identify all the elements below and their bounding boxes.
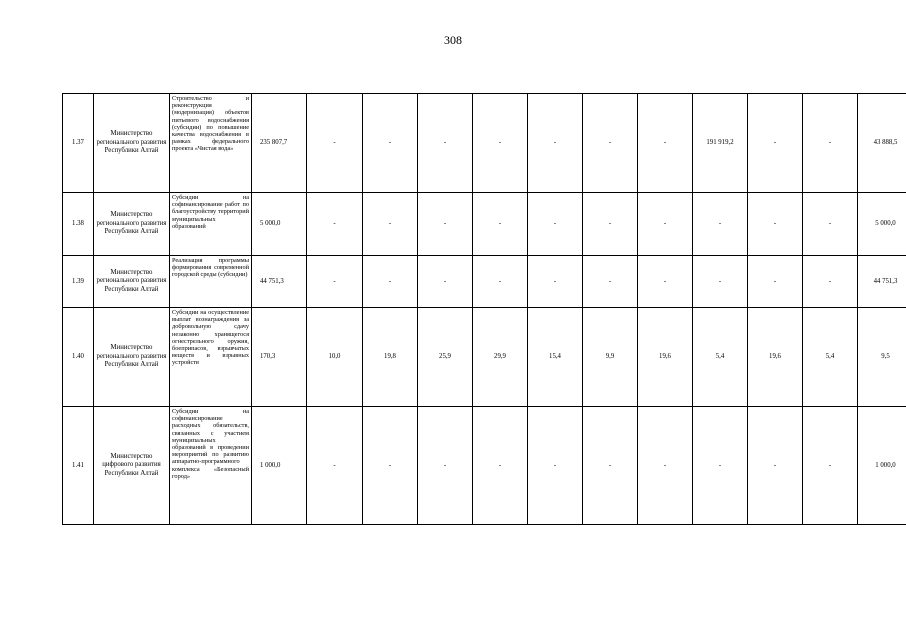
- value-cell: -: [803, 94, 858, 193]
- value-cell: -: [748, 193, 803, 256]
- total-cell: 5 000,0: [252, 193, 307, 256]
- description-cell: Субсидии на софинансирование работ по благоустройству территорий муниципальных образований: [170, 193, 252, 256]
- value-cell: -: [693, 407, 748, 525]
- value-cell: -: [528, 94, 583, 193]
- value-cell: -: [748, 256, 803, 308]
- value-cell: -: [583, 256, 638, 308]
- value-cell: -: [803, 256, 858, 308]
- value-cell: -: [583, 94, 638, 193]
- value-cell: 19,8: [363, 308, 418, 407]
- value-cell: 1 000,0: [858, 407, 906, 525]
- budget-table: [62, 93, 906, 525]
- value-cell: -: [307, 193, 363, 256]
- value-cell: 5 000,0: [858, 193, 906, 256]
- value-cell: -: [307, 94, 363, 193]
- value-cell: -: [583, 407, 638, 525]
- description-cell: Субсидии на осуществление выплат вознаграждения за добровольную сдачу незаконно хранящегося огнестрельного оружия, боеприпасов, взрывчатых веществ и взрывных устройств: [170, 308, 252, 407]
- value-cell: -: [418, 94, 473, 193]
- value-cell: -: [748, 407, 803, 525]
- table-row: [63, 407, 906, 525]
- value-cell: -: [693, 193, 748, 256]
- row-number: 1.39: [63, 256, 94, 308]
- value-cell: 44 751,3: [858, 256, 906, 308]
- value-cell: 9,9: [583, 308, 638, 407]
- value-cell: 191 919,2: [693, 94, 748, 193]
- ministry-cell: Министерство регионального развития Республики Алтай: [94, 94, 170, 193]
- value-cell: 19,6: [748, 308, 803, 407]
- value-cell: -: [418, 193, 473, 256]
- value-cell: -: [307, 407, 363, 525]
- value-cell: 10,0: [307, 308, 363, 407]
- value-cell: 29,9: [473, 308, 528, 407]
- value-cell: -: [638, 94, 693, 193]
- value-cell: -: [363, 256, 418, 308]
- value-cell: -: [638, 193, 693, 256]
- description-cell: Строительство и реконструкция (модернизация) объектов питьевого водоснабжения (субсидии) по повышение качества водоснабжения в рамках федерального проекта «Чистая вода»: [170, 94, 252, 193]
- value-cell: -: [363, 94, 418, 193]
- table-row: [63, 256, 906, 308]
- description-cell: Реализация программы формирования современной городской среды (субсидии): [170, 256, 252, 308]
- value-cell: -: [307, 256, 363, 308]
- value-cell: -: [418, 407, 473, 525]
- value-cell: -: [583, 193, 638, 256]
- total-cell: 235 807,7: [252, 94, 307, 193]
- value-cell: -: [748, 94, 803, 193]
- value-cell: -: [638, 407, 693, 525]
- value-cell: 5,4: [803, 308, 858, 407]
- value-cell: -: [528, 193, 583, 256]
- value-cell: 19,6: [638, 308, 693, 407]
- row-number: 1.40: [63, 308, 94, 407]
- ministry-cell: Министерство регионального развития Республики Алтай: [94, 193, 170, 256]
- value-cell: -: [363, 407, 418, 525]
- table-row: [63, 193, 906, 256]
- ministry-cell: Министерство цифрового развития Республики Алтай: [94, 407, 170, 525]
- value-cell: 9,5: [858, 308, 906, 407]
- value-cell: -: [803, 193, 858, 256]
- description-cell: Субсидии на софинансирование расходных обязательств, связанных с участием муниципальных образований в проведении мероприятий по развитию аппаратно-программного комплекса «Безопасный город»: [170, 407, 252, 525]
- value-cell: 43 888,5: [858, 94, 906, 193]
- value-cell: -: [473, 193, 528, 256]
- value-cell: -: [473, 94, 528, 193]
- row-number: 1.37: [63, 94, 94, 193]
- value-cell: -: [473, 407, 528, 525]
- row-number: 1.38: [63, 193, 94, 256]
- total-cell: 170,3: [252, 308, 307, 407]
- ministry-cell: Министерство регионального развития Республики Алтай: [94, 256, 170, 308]
- value-cell: -: [528, 256, 583, 308]
- total-cell: 1 000,0: [252, 407, 307, 525]
- table-row: [63, 308, 906, 407]
- value-cell: -: [693, 256, 748, 308]
- page-number: 308: [444, 33, 462, 47]
- value-cell: 25,9: [418, 308, 473, 407]
- total-cell: 44 751,3: [252, 256, 307, 308]
- value-cell: -: [803, 407, 858, 525]
- value-cell: 5,4: [693, 308, 748, 407]
- value-cell: -: [638, 256, 693, 308]
- value-cell: -: [473, 256, 528, 308]
- table-row: [63, 94, 906, 193]
- row-number: 1.41: [63, 407, 94, 525]
- value-cell: -: [528, 407, 583, 525]
- value-cell: -: [363, 193, 418, 256]
- value-cell: -: [418, 256, 473, 308]
- ministry-cell: Министерство регионального развития Республики Алтай: [94, 308, 170, 407]
- value-cell: 15,4: [528, 308, 583, 407]
